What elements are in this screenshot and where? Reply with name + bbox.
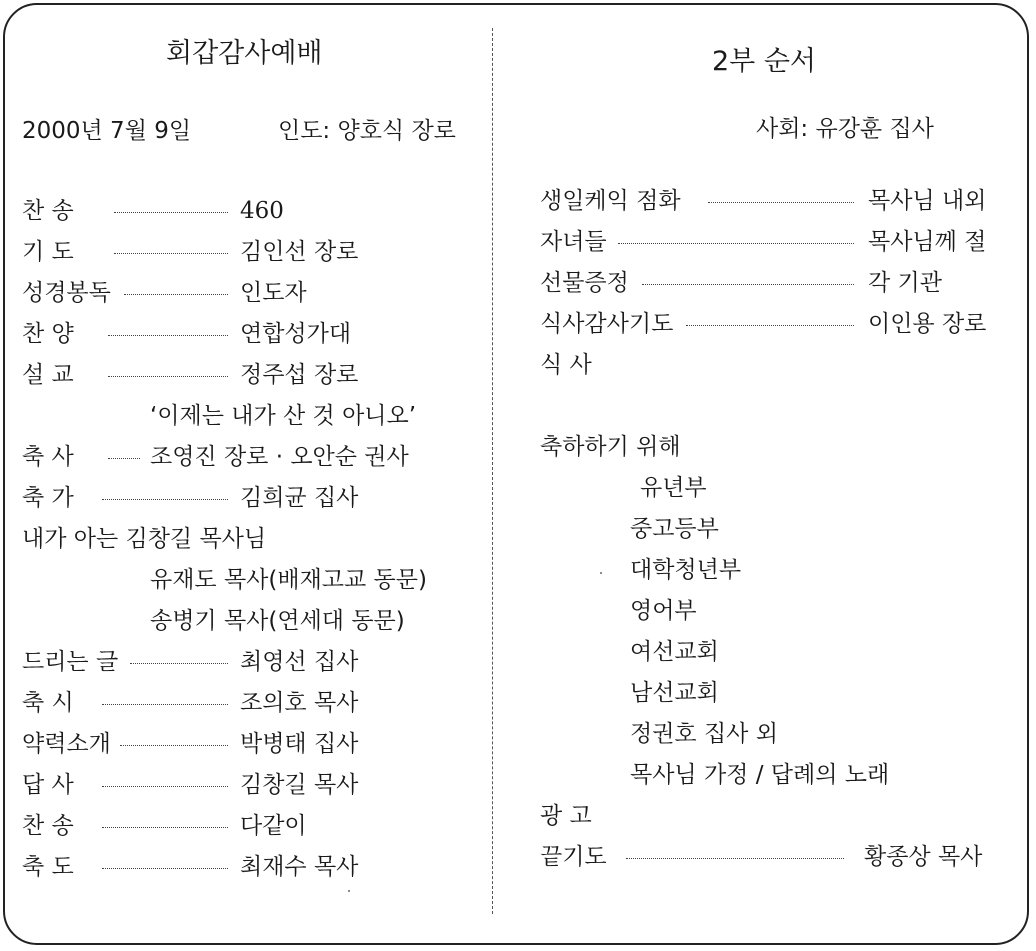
leader-line bbox=[120, 745, 228, 746]
leader-line bbox=[114, 212, 228, 213]
item-label-hymn: 찬 송 bbox=[22, 198, 74, 224]
leader-line bbox=[102, 827, 228, 828]
sermon-title: ‘이제는 내가 산 것 아니오’ bbox=[150, 403, 417, 429]
item-value-cake: 목사님 내외 bbox=[868, 188, 987, 214]
testimony-speaker-1: 유재도 목사(배재고교 동문) bbox=[150, 567, 427, 593]
leader-line bbox=[686, 325, 854, 326]
leader-line bbox=[618, 243, 854, 244]
item-label-biography: 약력소개 bbox=[22, 731, 111, 757]
celebration-group: 남선교회 bbox=[630, 680, 719, 706]
print-speck bbox=[600, 572, 602, 574]
item-label-sermon: 설 교 bbox=[22, 362, 74, 388]
item-value-reply: 김창길 목사 bbox=[240, 772, 359, 798]
item-label-letter: 드리는 글 bbox=[22, 649, 119, 675]
celebration-heading: 축하하기 위해 bbox=[540, 434, 681, 460]
celebration-group: 여선교회 bbox=[630, 639, 719, 665]
celebration-group: 목사님 가정 / 답례의 노래 bbox=[630, 762, 890, 788]
item-value-letter: 최영선 집사 bbox=[240, 649, 359, 675]
item-label-children: 자녀들 bbox=[540, 229, 607, 255]
item-value-poem: 조의호 목사 bbox=[240, 690, 359, 716]
leader-line bbox=[708, 202, 854, 203]
celebration-group: 영어부 bbox=[630, 598, 697, 624]
leader-line bbox=[108, 335, 228, 336]
leader-line bbox=[102, 868, 228, 869]
item-label-anthem: 찬 양 bbox=[22, 321, 74, 347]
leader-line bbox=[108, 458, 140, 459]
testimony-speaker-2: 송병기 목사(연세대 동문) bbox=[150, 608, 405, 634]
celebration-group: 정권호 집사 외 bbox=[630, 721, 778, 747]
item-label-closing-hymn: 찬 송 bbox=[22, 813, 74, 839]
item-value-children: 목사님께 절 bbox=[868, 229, 987, 255]
column-divider bbox=[492, 28, 493, 914]
leader-line bbox=[102, 499, 228, 500]
item-label-scripture: 성경봉독 bbox=[22, 280, 111, 306]
service-leader: 인도: 양호식 장로 bbox=[278, 118, 456, 144]
item-value-meal-prayer: 이인용 장로 bbox=[868, 311, 987, 337]
leader-line bbox=[108, 376, 228, 377]
leader-line bbox=[626, 858, 844, 859]
item-label-gifts: 선물증정 bbox=[540, 270, 629, 296]
item-label-prayer: 기 도 bbox=[22, 239, 74, 265]
right-title: 2부 순서 bbox=[712, 46, 817, 77]
item-label-song: 축 가 bbox=[22, 485, 74, 511]
item-value-closing-hymn: 다같이 bbox=[240, 813, 307, 839]
item-value-scripture: 인도자 bbox=[240, 280, 307, 306]
item-label-closing-prayer: 끝기도 bbox=[540, 844, 607, 870]
leader-line bbox=[114, 253, 228, 254]
item-label-meal: 식 사 bbox=[540, 352, 592, 378]
item-label-cake: 생일케익 점화 bbox=[540, 188, 681, 214]
item-value-anthem: 연합성가대 bbox=[240, 321, 352, 347]
item-value-hymn: 460 bbox=[240, 198, 284, 224]
item-value-sermon: 정주섭 장로 bbox=[240, 362, 359, 388]
left-title: 회갑감사예배 bbox=[166, 38, 323, 69]
celebration-group: 유년부 bbox=[640, 475, 707, 501]
celebration-group: 중고등부 bbox=[630, 516, 719, 542]
item-label-poem: 축 시 bbox=[22, 690, 74, 716]
item-label-reply: 답 사 bbox=[22, 772, 74, 798]
celebration-group: 대학청년부 bbox=[630, 557, 742, 583]
leader-line bbox=[642, 284, 854, 285]
service-host: 사회: 유강훈 집사 bbox=[756, 116, 934, 142]
item-value-prayer: 김인선 장로 bbox=[240, 239, 359, 265]
item-label-benediction: 축 도 bbox=[22, 854, 74, 880]
print-speck bbox=[348, 890, 350, 892]
item-value-gifts: 각 기관 bbox=[868, 270, 942, 296]
item-label-testimony: 내가 아는 김창길 목사님 bbox=[22, 526, 267, 552]
leader-line bbox=[102, 704, 228, 705]
item-value-congrats: 조영진 장로 · 오안순 권사 bbox=[150, 444, 409, 470]
leader-line bbox=[102, 786, 228, 787]
leader-line bbox=[130, 663, 228, 664]
item-value-closing-prayer: 황종상 목사 bbox=[864, 844, 983, 870]
leader-line bbox=[124, 294, 228, 295]
item-label-congrats: 축 사 bbox=[22, 444, 74, 470]
item-value-benediction: 최재수 목사 bbox=[240, 854, 359, 880]
item-label-announcements: 광 고 bbox=[540, 803, 592, 829]
item-label-meal-prayer: 식사감사기도 bbox=[540, 311, 674, 337]
service-date: 2000년 7월 9일 bbox=[22, 118, 192, 144]
item-value-song: 김희균 집사 bbox=[240, 485, 359, 511]
item-value-biography: 박병태 집사 bbox=[240, 731, 359, 757]
